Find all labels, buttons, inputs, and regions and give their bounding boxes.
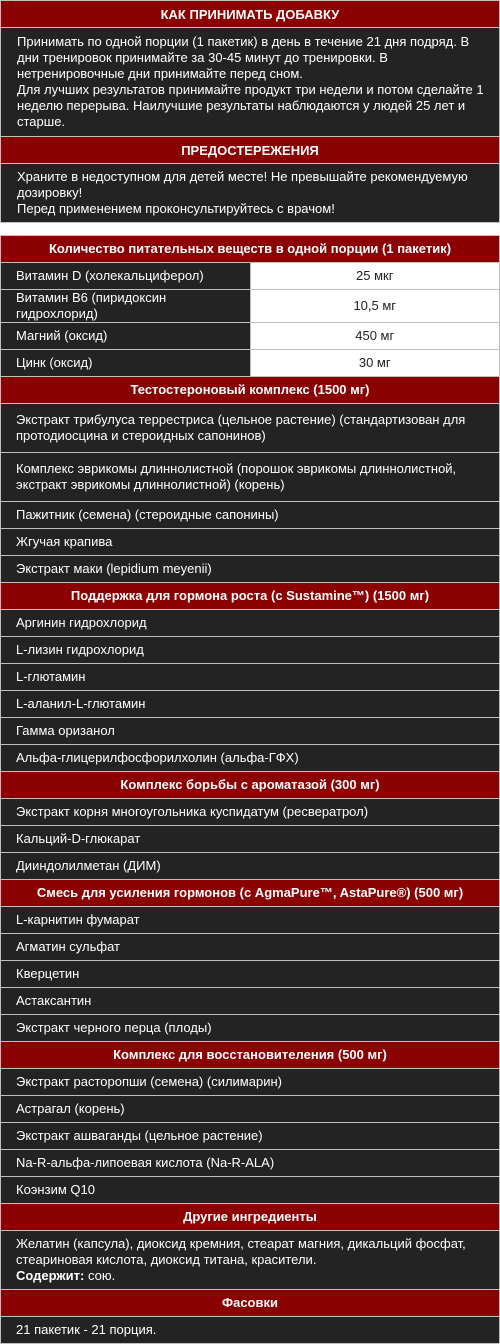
contains-label: Содержит: <box>16 1268 85 1283</box>
table-row <box>1 1231 500 1290</box>
table-row <box>1 350 500 377</box>
spacer <box>0 223 500 235</box>
table-row <box>1 556 500 583</box>
other-ingredients-text: Желатин (капсула), диоксид кремния, стеарат магния, дикальций фосфат, стеариновая кислота, диоксид титана, красители. <box>16 1236 466 1267</box>
ingredient-item: Астрагал (корень) <box>1 1096 500 1123</box>
nutrient-name: Цинк (оксид) <box>1 350 251 377</box>
table-row <box>1 529 500 556</box>
ingredient-item: Кальций-D-глюкарат <box>1 826 500 853</box>
table-row <box>1 1177 500 1204</box>
table-row <box>1 691 500 718</box>
ingredient-item: Аргинин гидрохлорид <box>1 610 500 637</box>
usage-line: Принимать по одной порции (1 пакетик) в день в течение 21 дня подряд. В дни тренировок принимайте за 30-45 минут до тренировки. В нетренировочные дни принимайте перед сном. <box>17 34 470 81</box>
warnings-line: Перед применением проконсультируйтесь с врачом! <box>17 201 335 216</box>
table-row <box>1 664 500 691</box>
other-ingredients-cell <box>1 1231 500 1290</box>
table-row <box>1 453 500 502</box>
ingredient-item: L-глютамин <box>1 664 500 691</box>
warnings-line: Храните в недоступном для детей месте! Не превышайте рекомендуемую дозировку! <box>17 169 468 200</box>
nutrient-value: 30 мг <box>250 350 500 377</box>
table-row <box>1 826 500 853</box>
ingredient-item: Экстракт трибулуса террестриса (цельное растение) (стандартизован для протодиосцина и стероидных сапонинов) <box>1 404 500 453</box>
table-row <box>1 1096 500 1123</box>
table-row <box>1 290 500 323</box>
ingredient-item: L-аланил-L-глютамин <box>1 691 500 718</box>
ingredient-item: Жгучая крапива <box>1 529 500 556</box>
table-row <box>1 853 500 880</box>
table-row <box>1 718 500 745</box>
ingredient-item: Экстракт корня многоугольника куспидатум (ресвератрол) <box>1 799 500 826</box>
table-row <box>1 323 500 350</box>
ingredient-item: Гамма оризанол <box>1 718 500 745</box>
nutrient-value: 10,5 мг <box>250 290 500 323</box>
usage-line: Для лучших результатов принимайте продукт три недели и потом сделайте 1 неделю перерыва. Наилучшие результаты наблюдаются у людей 25 лет и старше. <box>17 82 484 129</box>
contains-value: сою. <box>84 1268 116 1283</box>
table-row <box>1 988 500 1015</box>
table-row <box>1 961 500 988</box>
usage-title: КАК ПРИНИМАТЬ ДОБАВКУ <box>1 1 499 28</box>
table-row <box>1 1069 500 1096</box>
packaging-text: 21 пакетик - 21 порция. <box>1 1317 500 1344</box>
table-row <box>1 610 500 637</box>
nutrient-name: Магний (оксид) <box>1 323 251 350</box>
ingredient-item: Астаксантин <box>1 988 500 1015</box>
table-row <box>1 404 500 453</box>
usage-block <box>0 0 500 223</box>
nutrient-value: 450 мг <box>250 323 500 350</box>
ingredient-item: Коэнзим Q10 <box>1 1177 500 1204</box>
nutrient-value: 25 мкг <box>250 263 500 290</box>
table-row <box>1 1317 500 1344</box>
ingredient-item: Пажитник (семена) (стероидные сапонины) <box>1 502 500 529</box>
table-row <box>1 1123 500 1150</box>
table-row <box>1 1150 500 1177</box>
other-header: Другие ингредиенты <box>1 1204 500 1231</box>
ingredient-item: Дииндолилметан (ДИМ) <box>1 853 500 880</box>
ingredient-item: Альфа-глицерилфосфорилхолин (альфа-ГФХ) <box>1 745 500 772</box>
section-header: Поддержка для гормона роста (с Sustamine™) (1500 мг) <box>1 583 500 610</box>
ingredient-item: Экстракт маки (lepidium meyenii) <box>1 556 500 583</box>
ingredient-item: Na-R-альфа-липоевая кислота (Na-R-ALA) <box>1 1150 500 1177</box>
table-row <box>1 637 500 664</box>
table-row <box>1 502 500 529</box>
nutrient-name: Витамин D (холекальциферол) <box>1 263 251 290</box>
usage-text <box>1 28 499 137</box>
ingredient-item: L-лизин гидрохлорид <box>1 637 500 664</box>
ingredient-item: Агматин сульфат <box>1 934 500 961</box>
table-row <box>1 934 500 961</box>
ingredients-table <box>0 235 500 1344</box>
section-header: Тестостероновый комплекс (1500 мг) <box>1 377 500 404</box>
packaging-header: Фасовки <box>1 1290 500 1317</box>
ingredient-item: Кверцетин <box>1 961 500 988</box>
warnings-text <box>1 164 499 222</box>
table-row <box>1 1015 500 1042</box>
ingredient-item: L-карнитин фумарат <box>1 907 500 934</box>
nutrient-name: Витамин B6 (пиридоксин гидрохлорид) <box>1 290 251 323</box>
warnings-title: ПРЕДОСТЕРЕЖЕНИЯ <box>1 137 499 164</box>
ingredient-item: Комплекс эврикомы длиннолистной (порошок эврикомы длиннолистной, экстракт эврикомы длиннолистной) (корень) <box>1 453 500 502</box>
table-row <box>1 799 500 826</box>
section-header: Комплекс борьбы с ароматазой (300 мг) <box>1 772 500 799</box>
table-row <box>1 745 500 772</box>
ingredient-item: Экстракт ашваганды (цельное растение) <box>1 1123 500 1150</box>
section-header: Комплекс для восстановителения (500 мг) <box>1 1042 500 1069</box>
ingredient-item: Экстракт черного перца (плоды) <box>1 1015 500 1042</box>
nutrition-header: Количество питательных веществ в одной порции (1 пакетик) <box>1 236 500 263</box>
table-row <box>1 263 500 290</box>
section-header: Смесь для усиления гормонов (с AgmaPure™, AstaPure®) (500 мг) <box>1 880 500 907</box>
table-row <box>1 907 500 934</box>
ingredient-item: Экстракт расторопши (семена) (силимарин) <box>1 1069 500 1096</box>
